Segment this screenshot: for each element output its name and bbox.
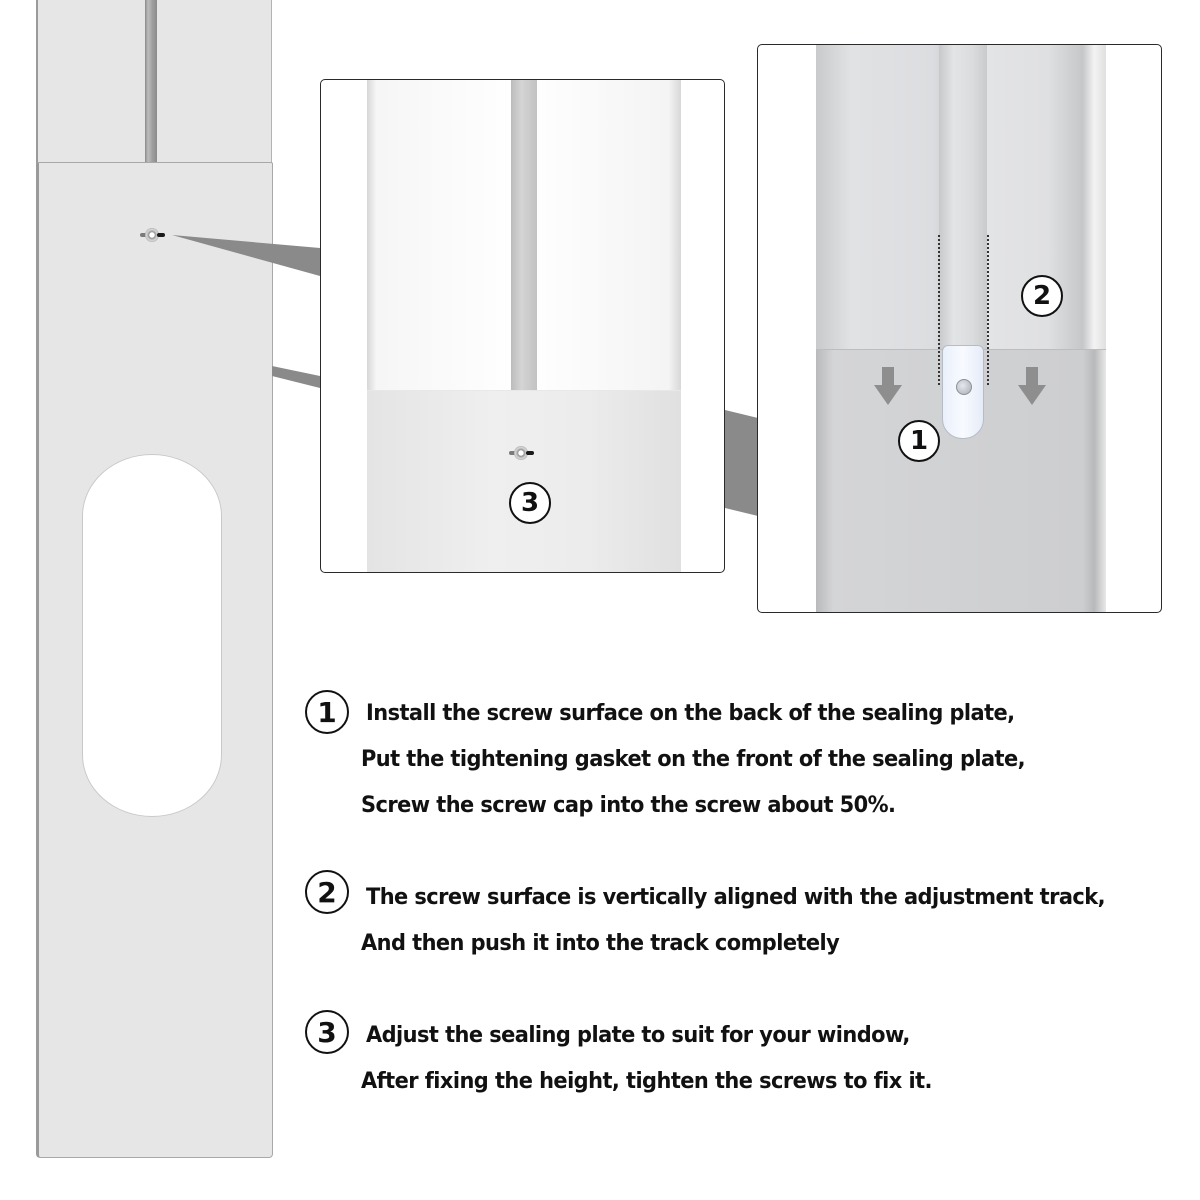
instruction-line: Put the tightening gasket on the front of the sealing plate, [361, 746, 1026, 772]
callout-pointer [170, 228, 322, 278]
instruction-line: And then push it into the track completely [361, 930, 840, 956]
sealing-plate-section [367, 390, 681, 573]
instruction-line: Adjust the sealing plate to suit for your window, [366, 1022, 910, 1048]
step-number-1: 1 [305, 690, 349, 734]
step-badge-2: 2 [1021, 275, 1063, 317]
instruction-line: Screw the screw cap into the screw about 50%. [361, 792, 896, 818]
hose-hole [82, 454, 222, 817]
arrow-down-icon [1018, 367, 1046, 407]
screw-tab [942, 345, 984, 439]
instruction-line: Install the screw surface on the back of the sealing plate, [366, 700, 1015, 726]
wing-screw-icon [140, 228, 166, 242]
step-badge-3: 3 [509, 482, 551, 524]
detail-panel-step-3 [320, 79, 725, 573]
step-badge-1: 1 [898, 420, 940, 462]
screw-hole-icon [956, 379, 972, 395]
callout-pointer [725, 408, 759, 520]
adjustment-rod [145, 0, 157, 163]
arrow-down-icon [874, 367, 902, 407]
step-number-3: 3 [305, 1010, 349, 1054]
track-guide-line-right [987, 235, 989, 385]
adjustment-slot [511, 80, 537, 390]
instruction-line: The screw surface is vertically aligned with the adjustment track, [366, 884, 1106, 910]
detail-panel-steps-1-2 [757, 44, 1162, 613]
adjustment-track [939, 45, 987, 349]
wing-screw-icon [509, 446, 535, 460]
callout-pointer [272, 364, 322, 390]
instruction-line: After fixing the height, tighten the screws to fix it. [361, 1068, 932, 1094]
track-guide-line-left [938, 235, 940, 385]
step-number-2: 2 [305, 870, 349, 914]
